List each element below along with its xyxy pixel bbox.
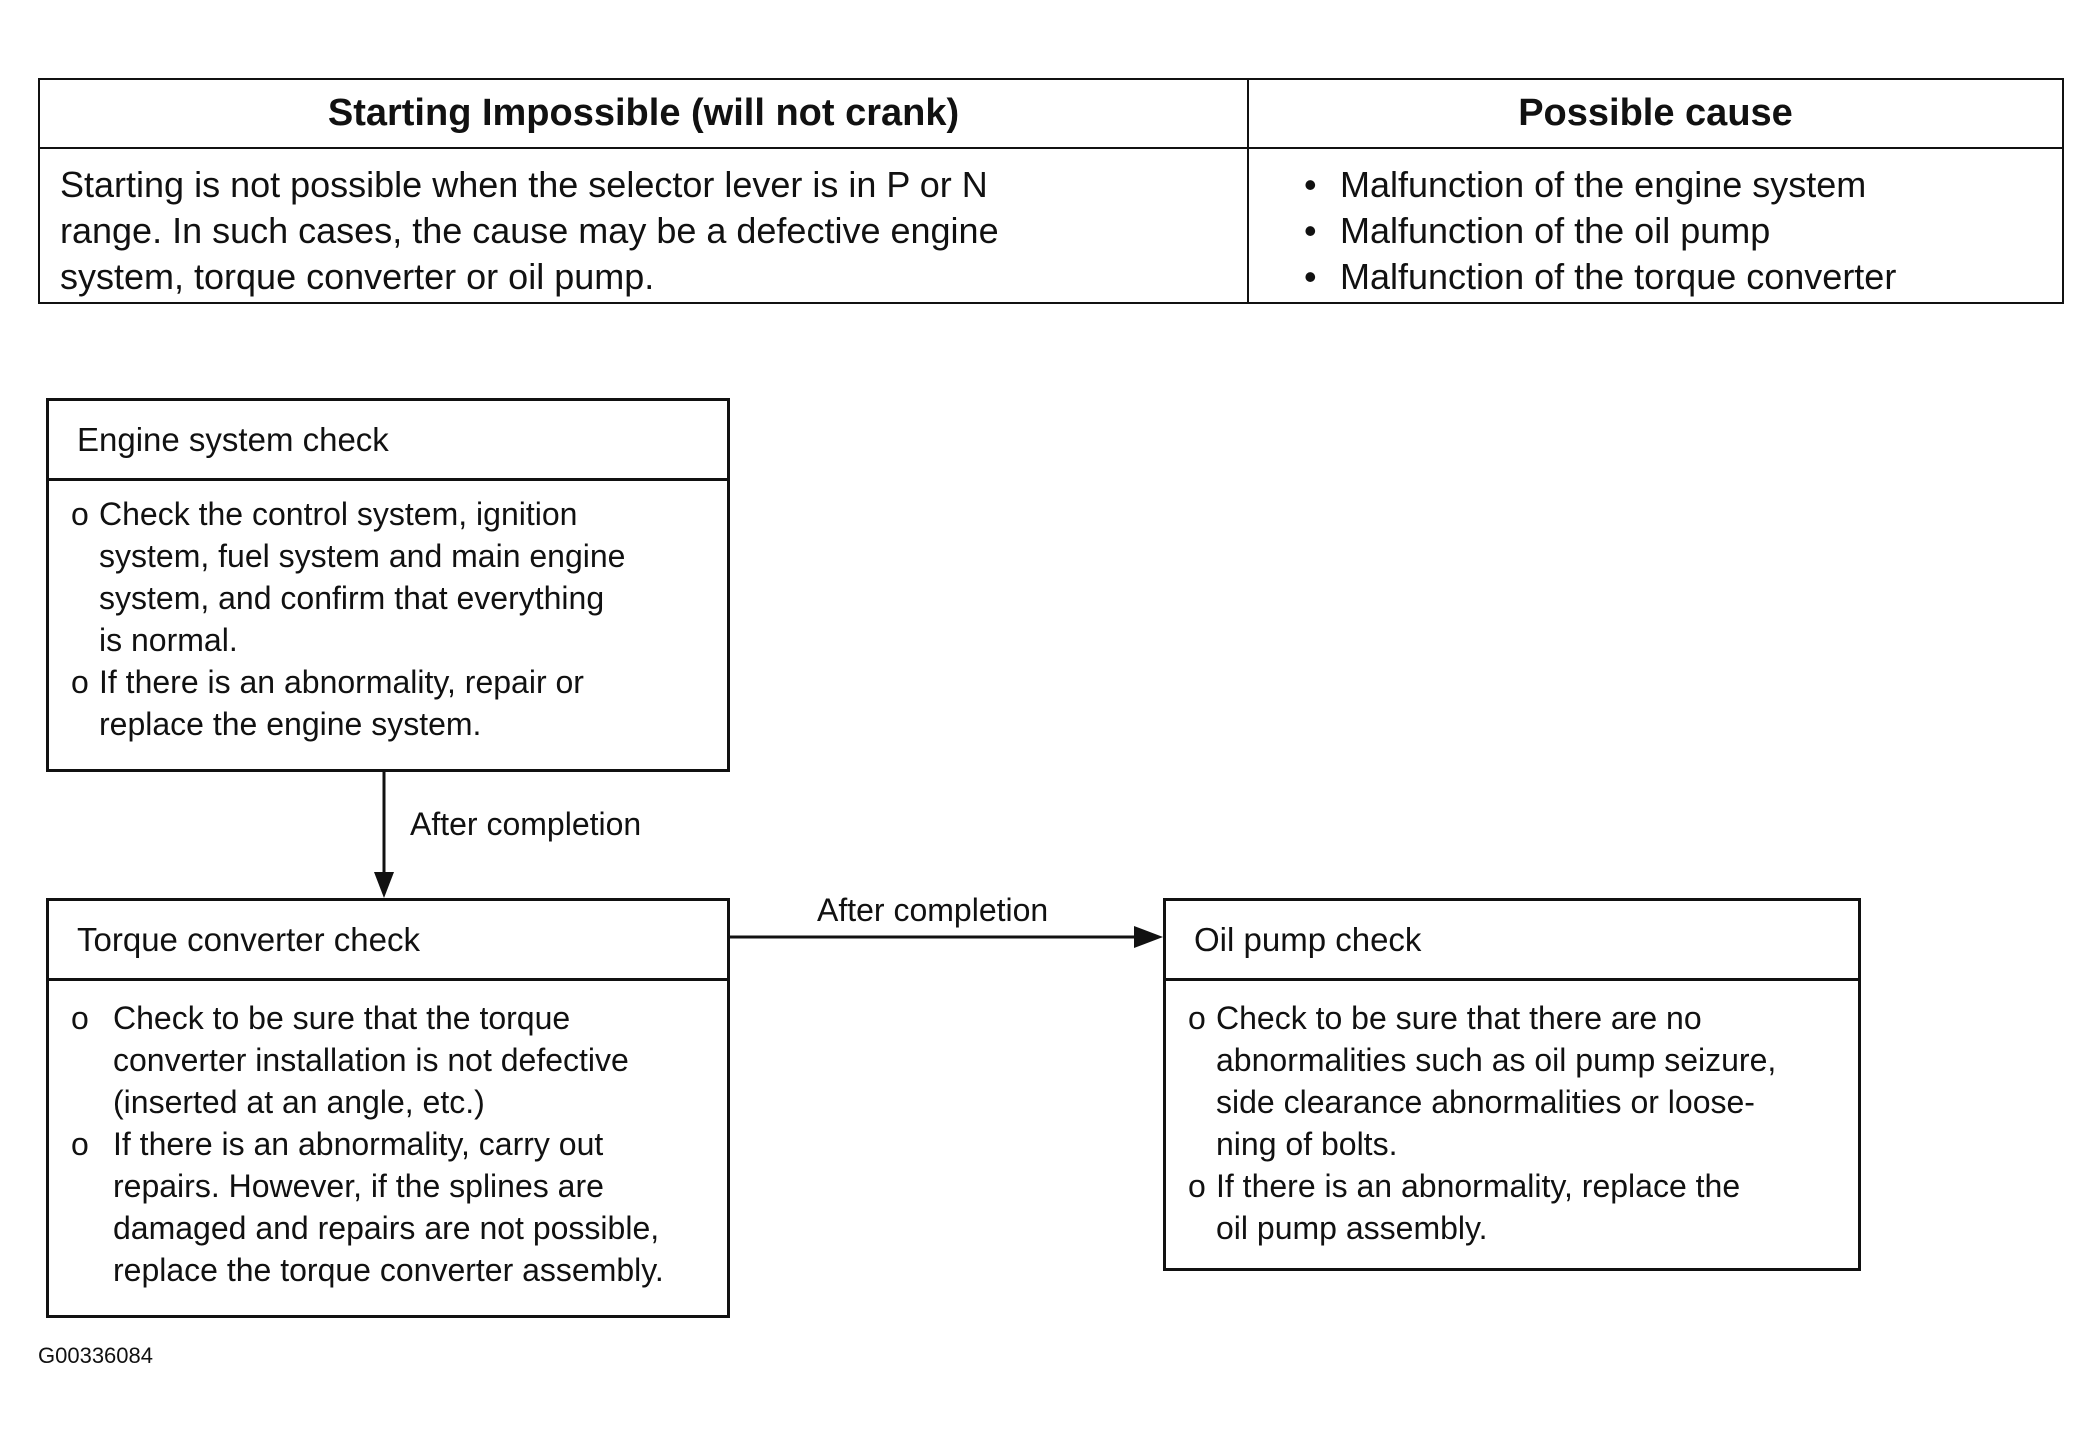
item-line: damaged and repairs are not possible, bbox=[113, 1210, 660, 1246]
table-header-symptom: Starting Impossible (will not crank) bbox=[327, 92, 960, 134]
bullet-icon: • bbox=[1304, 164, 1317, 205]
oil-box-title: Oil pump check bbox=[1166, 901, 1858, 981]
item-line: If there is an abnormality, replace the bbox=[1216, 1168, 1741, 1204]
torque-item-2 bbox=[71, 1123, 717, 1291]
item-line: Check to be sure that the torque bbox=[113, 1000, 571, 1036]
item-marker: o bbox=[71, 664, 89, 700]
description-line: Starting is not possible when the selector lever is in P or N bbox=[60, 164, 988, 205]
item-marker: o bbox=[71, 1126, 89, 1162]
item-line: system, fuel system and main engine bbox=[99, 538, 626, 574]
description-line: system, torque converter or oil pump. bbox=[60, 256, 655, 297]
item-line: Check the control system, ignition bbox=[99, 496, 578, 532]
engine-item-1 bbox=[71, 493, 717, 661]
engine-box-body bbox=[71, 493, 717, 745]
oil-item-1 bbox=[1188, 997, 1848, 1165]
engine-box-title: Engine system check bbox=[49, 401, 727, 481]
item-line: If there is an abnormality, repair or bbox=[99, 664, 584, 700]
item-line: side clearance abnormalities or loose- bbox=[1216, 1084, 1755, 1120]
arrowhead-down-icon bbox=[374, 872, 394, 898]
item-line: system, and confirm that everything bbox=[99, 580, 605, 616]
oil-item-2 bbox=[1188, 1165, 1848, 1249]
edge-label-torque-to-oil: After completion bbox=[817, 892, 1049, 928]
item-line: Check to be sure that there are no bbox=[1216, 1000, 1702, 1036]
cause-text: Malfunction of the oil pump bbox=[1340, 210, 1771, 251]
cause-text: Malfunction of the torque converter bbox=[1340, 256, 1897, 297]
engine-item-2 bbox=[71, 661, 717, 745]
cause-text: Malfunction of the engine system bbox=[1340, 164, 1867, 205]
figure-code: G00336084 bbox=[38, 1343, 153, 1368]
item-marker: o bbox=[71, 496, 89, 532]
item-marker: o bbox=[71, 1000, 89, 1036]
item-line: ning of bolts. bbox=[1216, 1126, 1398, 1162]
item-marker: o bbox=[1188, 1168, 1206, 1204]
item-line: is normal. bbox=[99, 622, 238, 658]
table-header-cause: Possible cause bbox=[1518, 92, 1793, 134]
item-line: converter installation is not defective bbox=[113, 1042, 629, 1078]
torque-box-body bbox=[71, 997, 717, 1291]
bullet-icon: • bbox=[1304, 256, 1317, 297]
oil-pump-check-box bbox=[1163, 898, 1861, 1271]
item-line: replace the torque converter assembly. bbox=[113, 1252, 664, 1288]
item-line: (inserted at an angle, etc.) bbox=[113, 1084, 485, 1120]
engine-system-check-box bbox=[46, 398, 730, 772]
item-line: If there is an abnormality, carry out bbox=[113, 1126, 604, 1162]
torque-box-title: Torque converter check bbox=[49, 901, 727, 981]
item-line: oil pump assembly. bbox=[1216, 1210, 1488, 1246]
edge-label-engine-to-torque: After completion bbox=[410, 806, 642, 842]
item-marker: o bbox=[1188, 1000, 1206, 1036]
description-line: range. In such cases, the cause may be a defective engine bbox=[60, 210, 999, 251]
oil-box-body bbox=[1188, 997, 1848, 1249]
bullet-icon: • bbox=[1304, 210, 1317, 251]
item-line: abnormalities such as oil pump seizure, bbox=[1216, 1042, 1777, 1078]
torque-converter-check-box bbox=[46, 898, 730, 1318]
item-line: replace the engine system. bbox=[99, 706, 482, 742]
arrowhead-right-icon bbox=[1134, 926, 1163, 948]
item-line: repairs. However, if the splines are bbox=[113, 1168, 604, 1204]
torque-item-1 bbox=[71, 997, 717, 1123]
